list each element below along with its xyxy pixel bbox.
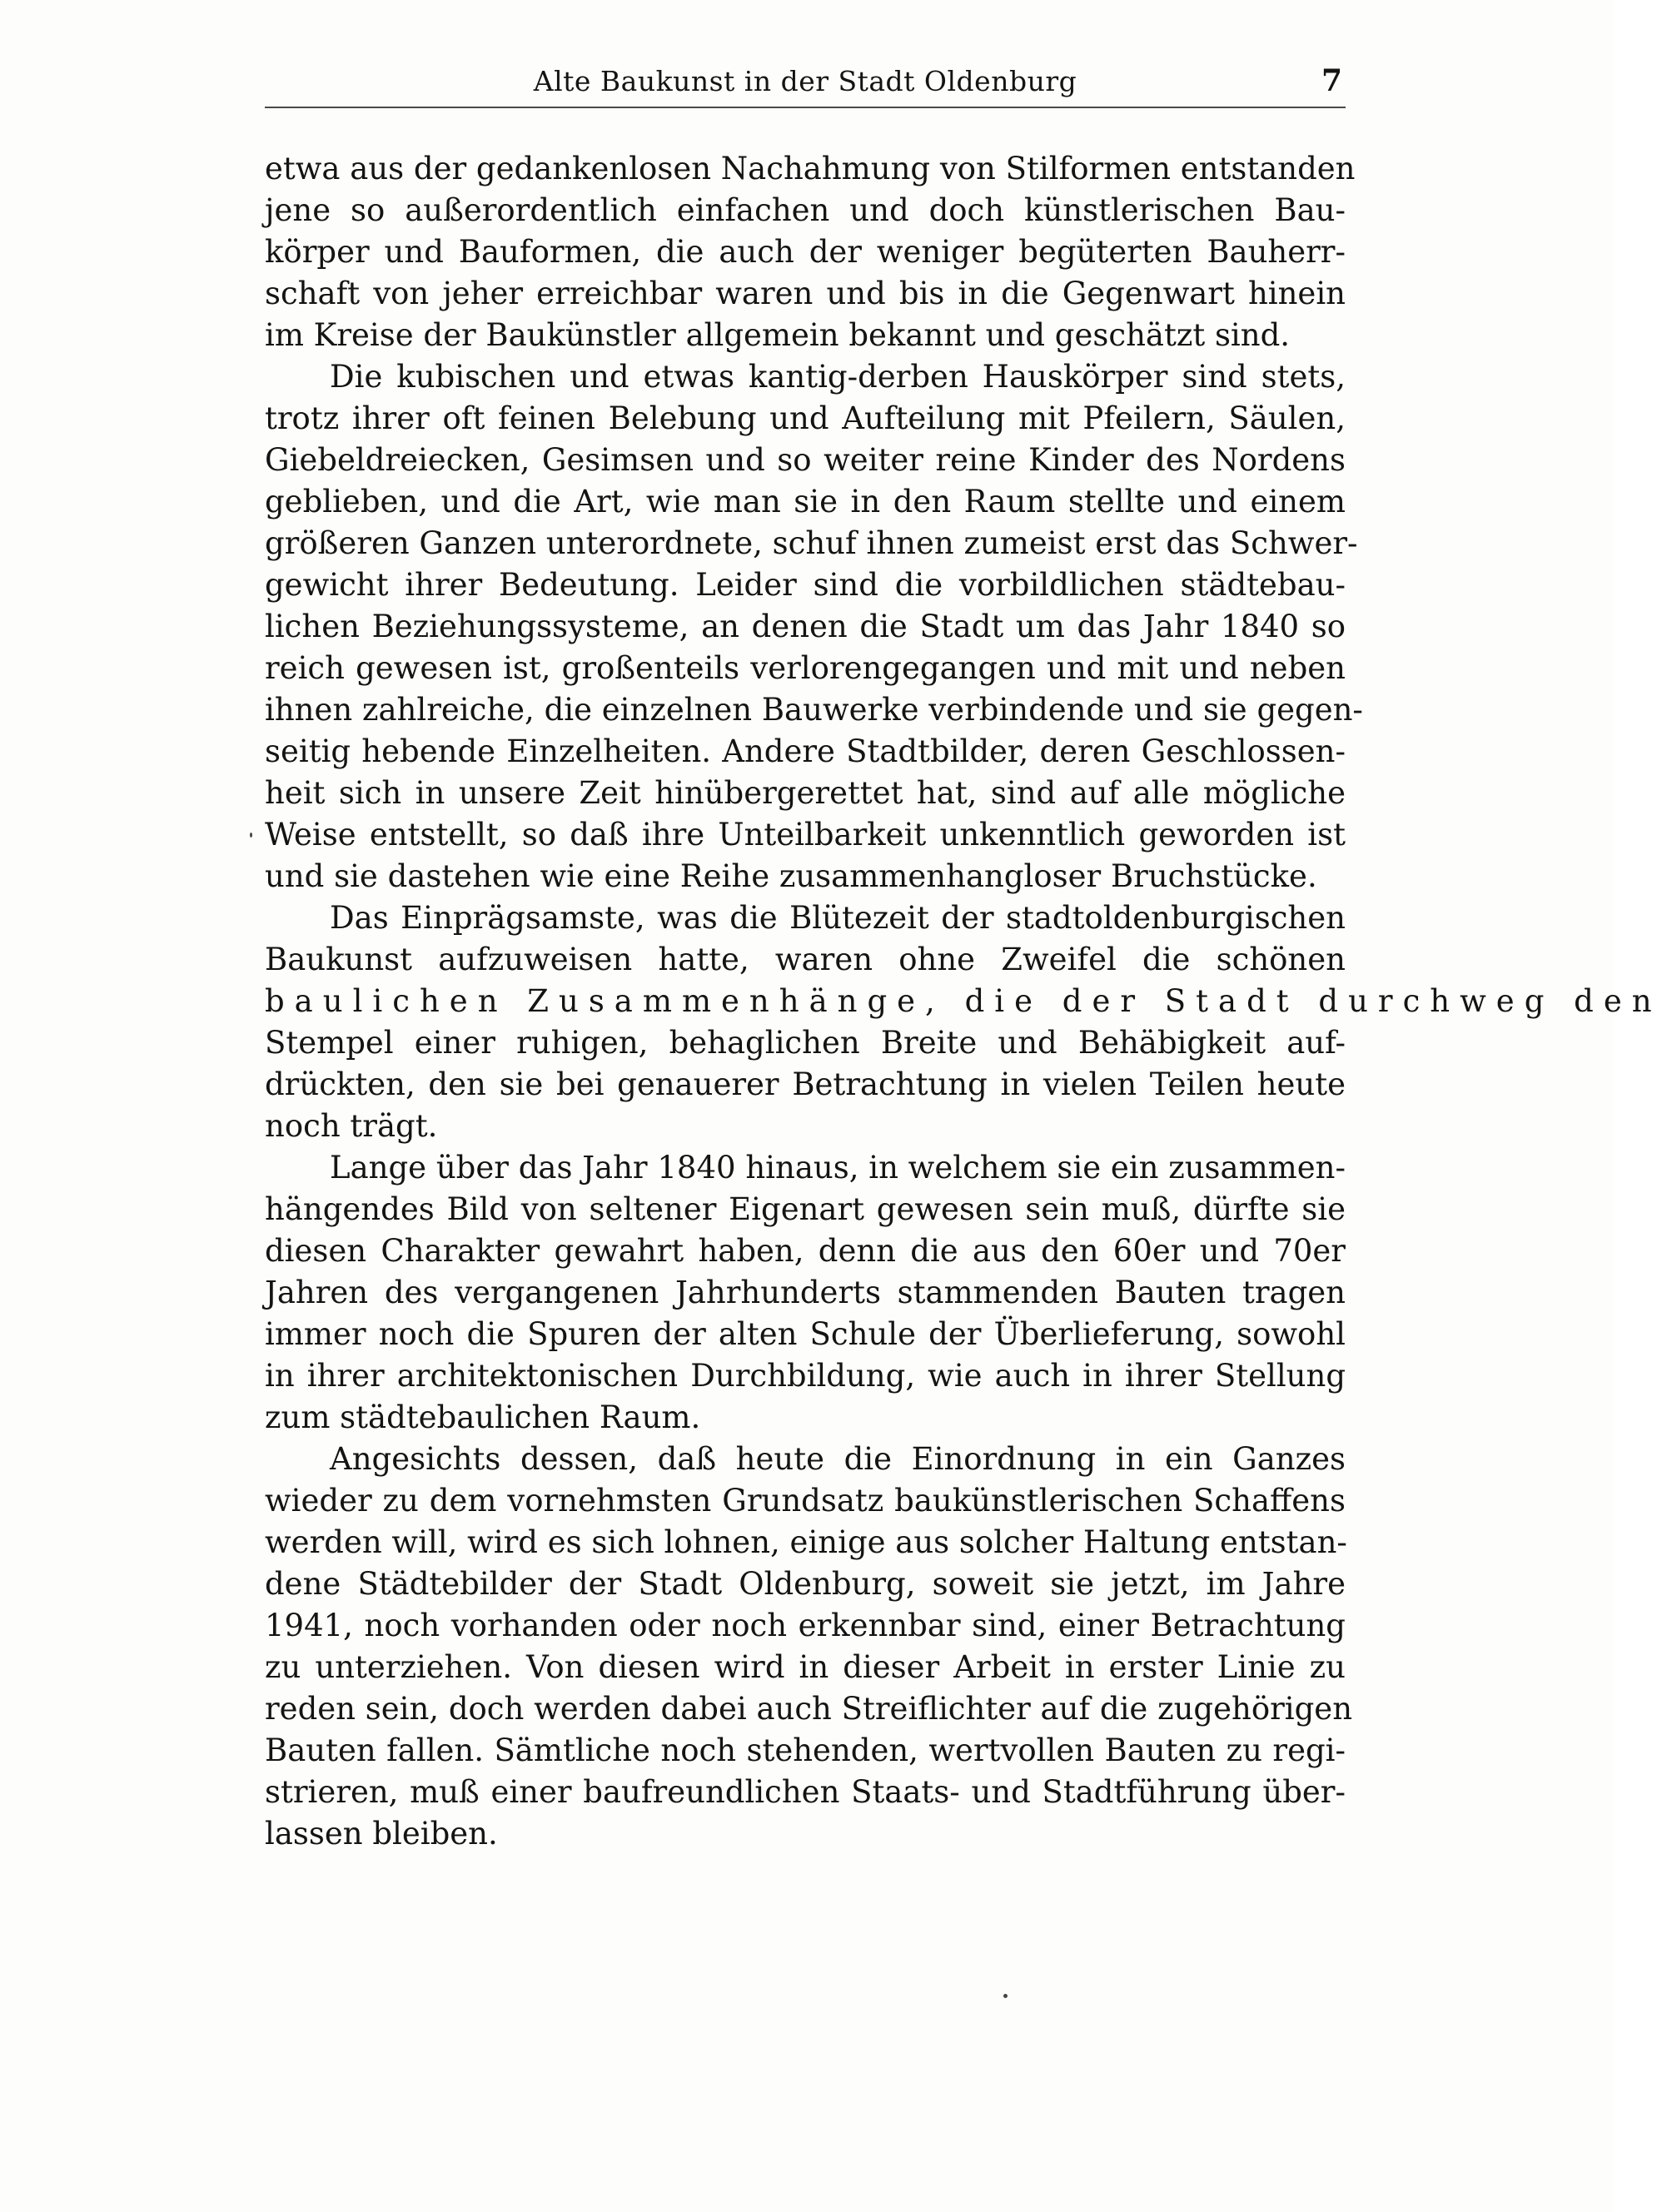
text-line: lichen Beziehungssysteme, an denen die Stadt um das Jahr 1840 so <box>265 609 1346 644</box>
text-line: trotz ihrer oft feinen Belebung und Aufteilung mit Pfeilern, Säulen, <box>265 400 1346 436</box>
text-line: Lange über das Jahr 1840 hinaus, in welchem sie ein zusammen- <box>330 1150 1346 1186</box>
text-line: lassen bleiben. <box>265 1816 498 1852</box>
text-line: immer noch die Spuren der alten Schule der Überlieferung, sowohl <box>265 1316 1346 1352</box>
text-line: Baukunst aufzuweisen hatte, waren ohne Zweifel die schönen <box>265 942 1346 977</box>
text-line: drückten, den sie bei genauerer Betrachtung in vielen Teilen heute <box>265 1066 1346 1102</box>
text-line: jene so außerordentlich einfachen und doch künstlerischen Bau- <box>265 192 1346 228</box>
text-line: etwa aus der gedankenlosen Nachahmung von Stilformen entstanden <box>265 151 1356 186</box>
text-line: Giebeldreiecken, Gesimsen und so weiter reine Kinder des Nordens <box>265 442 1346 478</box>
scan-speck <box>1003 1994 1008 1998</box>
body-text <box>265 148 1662 1855</box>
text-line: noch trägt. <box>265 1108 438 1144</box>
text-line: dene Städtebilder der Stadt Oldenburg, soweit sie jetzt, im Jahre <box>265 1566 1346 1602</box>
text-line: gewicht ihrer Bedeutung. Leider sind die vorbildlichen städtebau- <box>265 567 1346 603</box>
text-line: reich gewesen ist, großenteils verlorengegangen und mit und neben <box>265 650 1346 686</box>
text-line: im Kreise der Baukünstler allgemein bekannt und geschätzt sind. <box>265 317 1291 353</box>
text-line: Stempel einer ruhigen, behaglichen Breite und Behäbigkeit auf- <box>265 1025 1346 1061</box>
running-header <box>265 60 1346 108</box>
text-line: Angesichts dessen, daß heute die Einordnung in ein Ganzes <box>330 1441 1346 1477</box>
text-line: diesen Charakter gewahrt haben, denn die aus den 60er und 70er <box>265 1233 1346 1269</box>
text-line: wieder zu dem vornehmsten Grundsatz baukünstlerischen Schaffens <box>265 1483 1346 1519</box>
text-line: ihnen zahlreiche, die einzelnen Bauwerke verbindende und sie gegen- <box>265 692 1363 728</box>
text-line: Das Einprägsamste, was die Blütezeit der stadtoldenburgischen <box>330 900 1346 936</box>
text-line: strieren, muß einer baufreundlichen Staats- und Stadtführung über- <box>265 1774 1346 1810</box>
text-line: Bauten fallen. Sämtliche noch stehenden, wertvollen Bauten zu regi- <box>265 1732 1346 1768</box>
text-line: Die kubischen und etwas kantig-derben Hauskörper sind stets, <box>330 359 1346 395</box>
text-line: körper und Bauformen, die auch der weniger begüterten Bauherr- <box>265 234 1346 270</box>
paragraph <box>265 1439 1353 1855</box>
text-line: seitig hebende Einzelheiten. Andere Stadtbilder, deren Geschlossen- <box>265 733 1346 769</box>
text-line: Weise entstellt, so daß ihre Unteilbarkeit unkenntlich geworden ist <box>265 817 1346 852</box>
text-line: reden sein, doch werden dabei auch Streiflichter auf die zugehörigen <box>265 1691 1353 1727</box>
text-line: baulichen Zusammenhänge, die der Stadt durchweg den <box>265 983 1662 1019</box>
paragraph <box>265 897 1662 1147</box>
text-line: 1941, noch vorhanden oder noch erkennbar sind, einer Betrachtung <box>265 1608 1346 1643</box>
text-line: und sie dastehen wie eine Reihe zusammenhangloser Bruchstücke. <box>265 858 1317 894</box>
running-title: Alte Baukunst in der Stadt Oldenburg <box>533 65 1077 97</box>
paragraph <box>265 1147 1346 1439</box>
text-line: schaft von jeher erreichbar waren und bis in die Gegenwart hinein <box>265 276 1346 311</box>
text-line: größeren Ganzen unterordnete, schuf ihnen zumeist erst das Schwer- <box>265 525 1358 561</box>
text-line: hängendes Bild von seltener Eigenart gewesen sein muß, dürfte sie <box>265 1191 1346 1227</box>
text-line: geblieben, und die Art, wie man sie in den Raum stellte und einem <box>265 484 1346 519</box>
text-line: Jahren des vergangenen Jahrhunderts stammenden Bauten tragen <box>265 1275 1346 1310</box>
text-line: zum städtebaulichen Raum. <box>265 1399 701 1435</box>
scan-speck <box>250 833 252 838</box>
paragraph <box>265 148 1356 356</box>
page-number: 7 <box>1321 63 1342 98</box>
paragraph <box>265 356 1363 897</box>
text-line: zu unterziehen. Von diesen wird in dieser Arbeit in erster Linie zu <box>265 1649 1346 1685</box>
text-line: werden will, wird es sich lohnen, einige aus solcher Haltung entstan- <box>265 1524 1347 1560</box>
text-line: in ihrer architektonischen Durchbildung, wie auch in ihrer Stellung <box>265 1358 1346 1394</box>
text-line: heit sich in unsere Zeit hinübergerettet hat, sind auf alle mögliche <box>265 775 1346 811</box>
